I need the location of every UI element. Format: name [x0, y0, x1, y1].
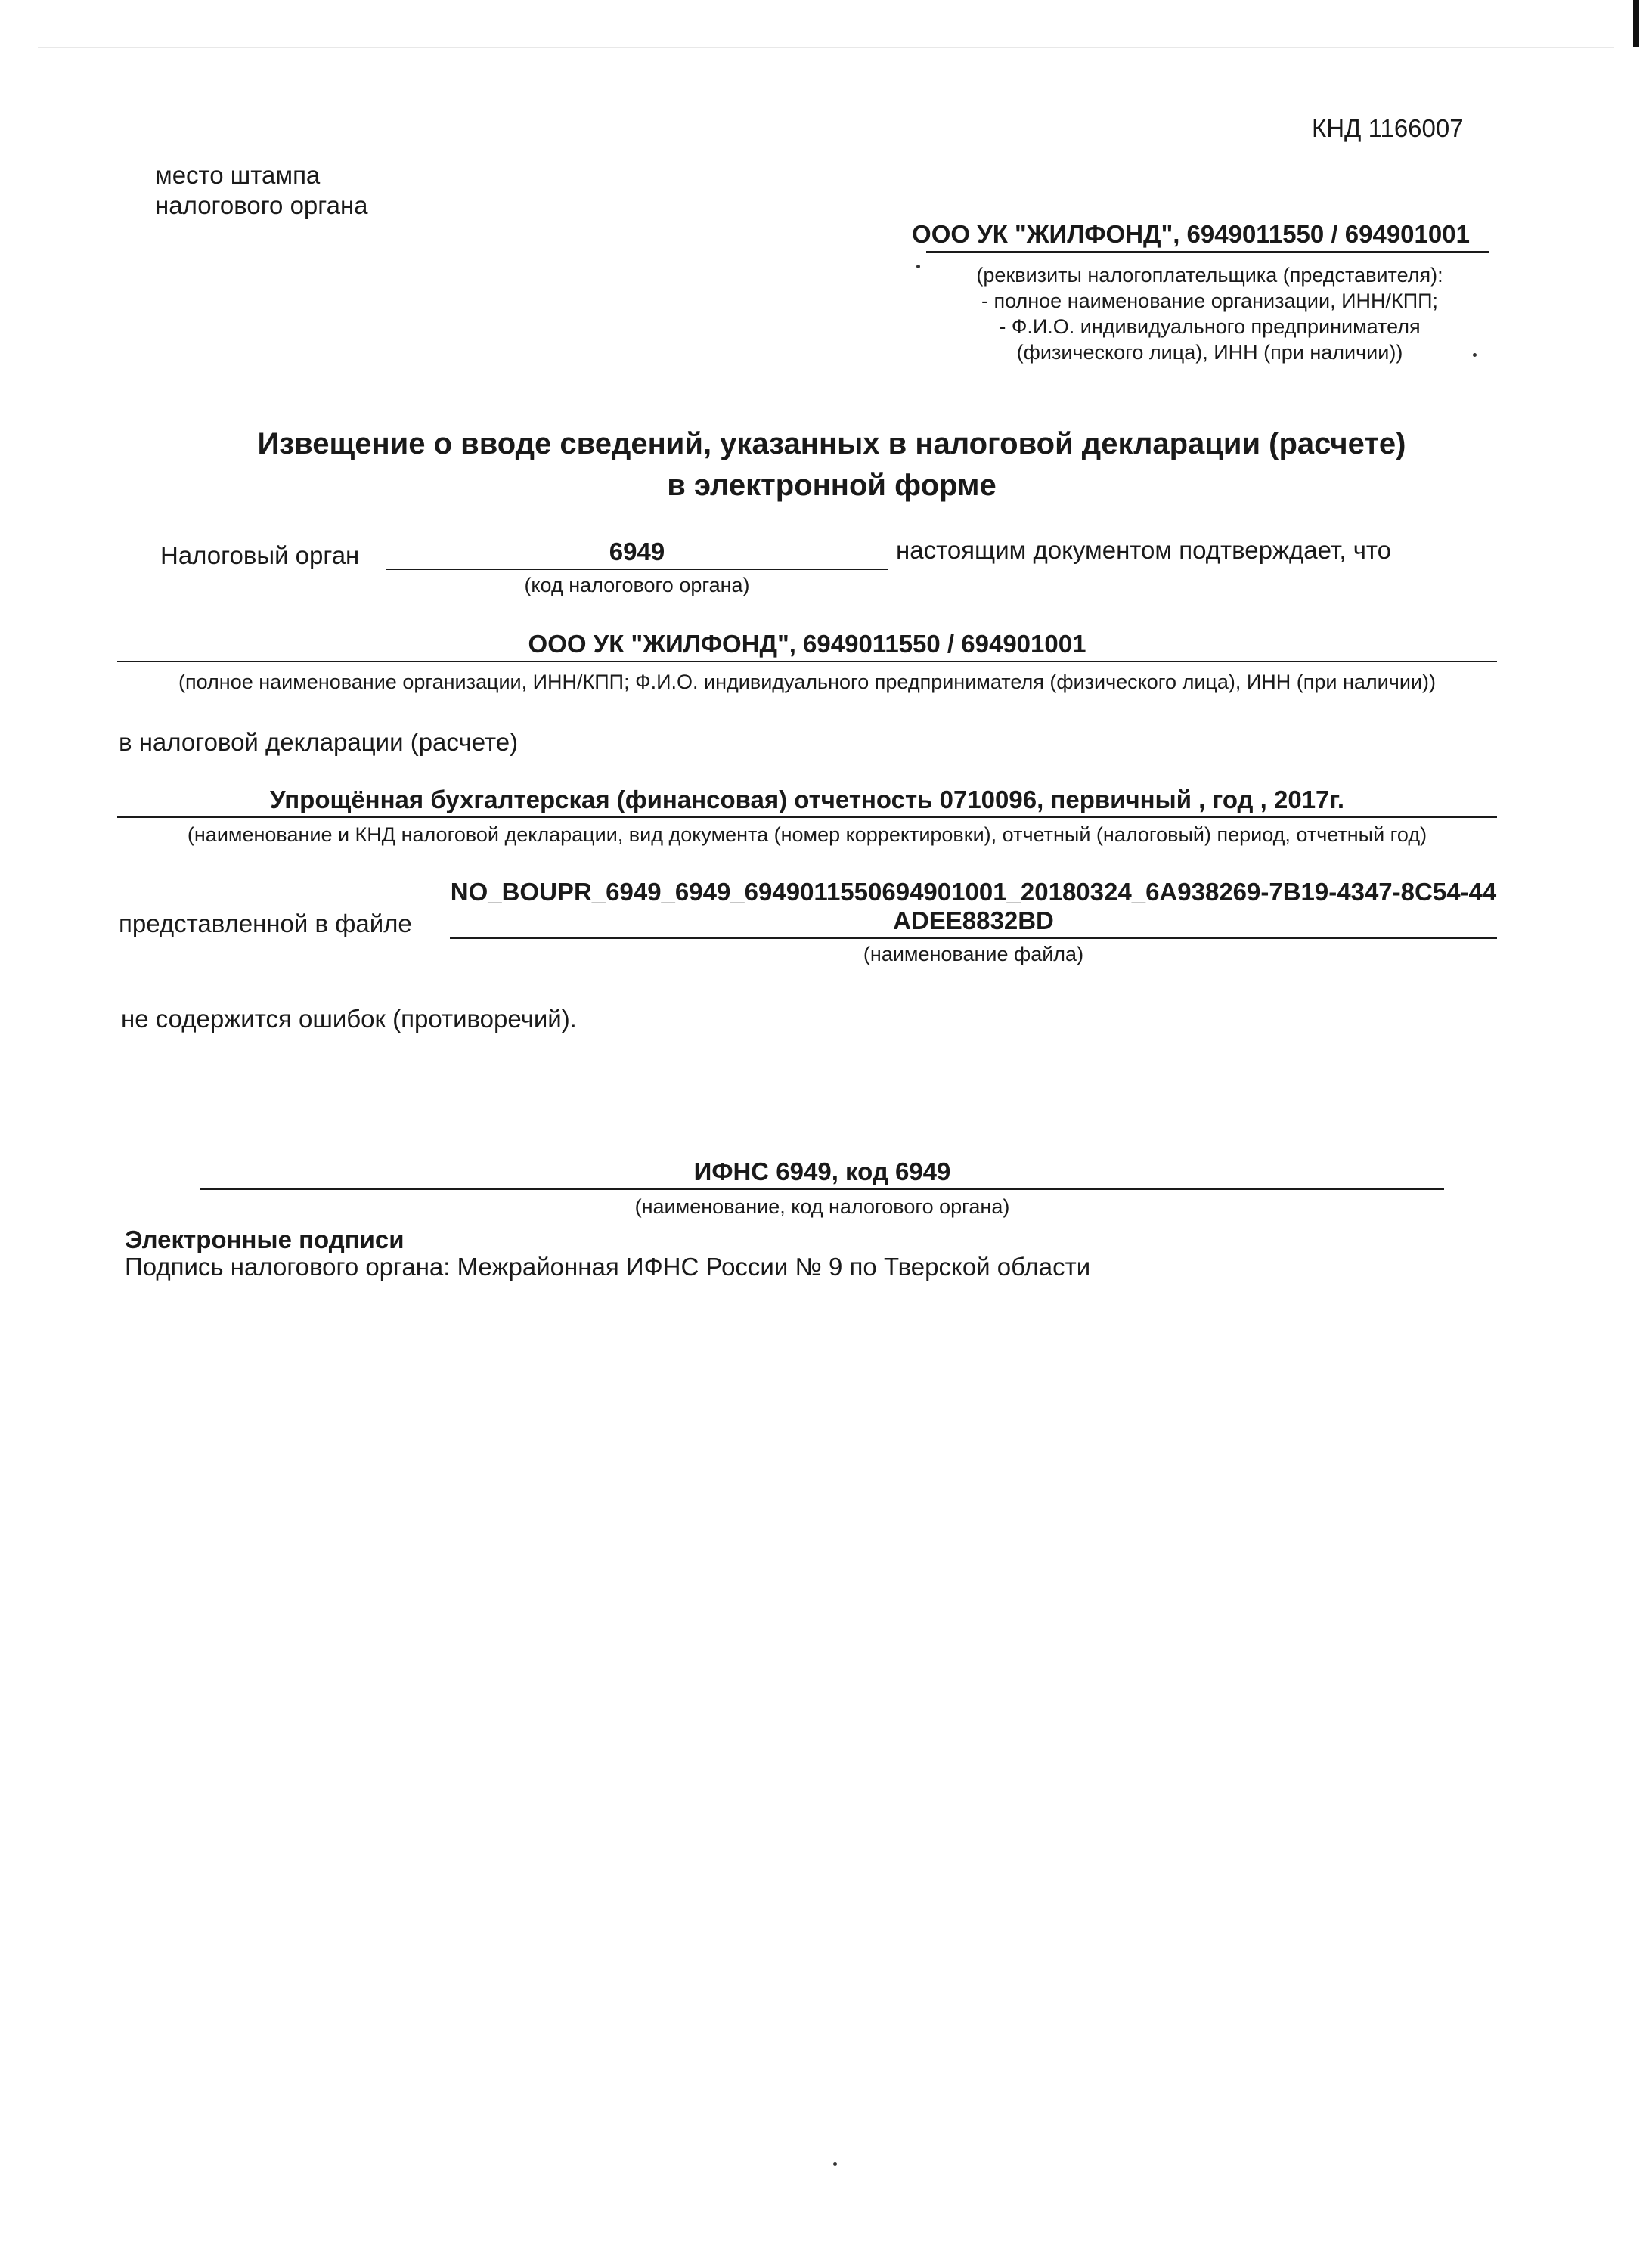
organization-hint: (полное наименование организации, ИНН/КПП; Ф.И.О. индивидуального предпринимателя (физического лица), ИНН (при наличии)) [178, 671, 1436, 693]
taxpayer-hint-line2: - полное наименование организации, ИНН/КПП; [981, 290, 1439, 312]
inspection-underline [200, 1188, 1444, 1190]
taxpayer-value: ООО УК "ЖИЛФОНД", 6949011550 / 694901001 [912, 220, 1470, 248]
file-name-underline [450, 937, 1497, 939]
tax-authority-confirms: настоящим документом подтверждает, что [896, 536, 1392, 564]
file-name-line1: NO_BOUPR_6949_6949_6949011550694901001_20180324_6A938269-7B19-4347-8C54-44 [450, 878, 1497, 906]
tax-authority-code: 6949 [609, 538, 665, 565]
file-label: представленной в файле [119, 909, 412, 937]
signatures-heading: Электронные подписи [125, 1225, 405, 1253]
file-name-line2: ADEE8832BD [893, 906, 1054, 934]
scan-speck [833, 2162, 837, 2166]
scan-top-edge [38, 47, 1614, 48]
form-code: КНД 1166007 [1312, 114, 1464, 142]
taxpayer-hint-line3: - Ф.И.О. индивидуального предпринимателя [999, 315, 1421, 338]
stamp-place-line2: налогового органа [155, 191, 368, 219]
no-errors-text: не содержится ошибок (противоречий). [121, 1005, 577, 1033]
taxpayer-underline [926, 251, 1489, 253]
in-declaration-label: в налоговой декларации (расчете) [119, 728, 519, 756]
title-line1: Извещение о вводе сведений, указанных в налоговой декларации (расчете) [257, 427, 1406, 460]
taxpayer-hint-line1: (реквизиты налогоплательщика (представителя): [976, 264, 1443, 287]
tax-authority-code-underline [386, 569, 888, 570]
organization-value: ООО УК "ЖИЛФОНД", 6949011550 / 694901001 [528, 630, 1086, 658]
organization-underline [117, 661, 1497, 662]
file-name-hint: (наименование файла) [863, 943, 1084, 965]
declaration-value: Упрощённая бухгалтерская (финансовая) отчетность 0710096, первичный , год , 2017г. [269, 785, 1345, 813]
signatures-text: Подпись налогового органа: Межрайонная ИФНС России № 9 по Тверской области [125, 1253, 1091, 1281]
tax-authority-code-hint: (код налогового органа) [524, 574, 750, 596]
tax-authority-label: Налоговый орган [160, 541, 360, 569]
scan-edge-bar [1633, 0, 1639, 47]
declaration-underline [117, 816, 1497, 818]
stamp-place-line1: место штампа [155, 161, 321, 189]
inspection-hint: (наименование, код налогового органа) [634, 1195, 1010, 1218]
taxpayer-hint-line4: (физического лица), ИНН (при наличии)) [1016, 341, 1403, 364]
scan-speck [1473, 353, 1477, 357]
declaration-hint: (наименование и КНД налоговой декларации, вид документа (номер корректировки), отчетный (налоговый) период, отчетный год) [187, 823, 1427, 846]
scan-speck [916, 265, 920, 268]
title-line2: в электронной форме [667, 469, 997, 502]
inspection-value: ИФНС 6949, код 6949 [693, 1157, 951, 1185]
